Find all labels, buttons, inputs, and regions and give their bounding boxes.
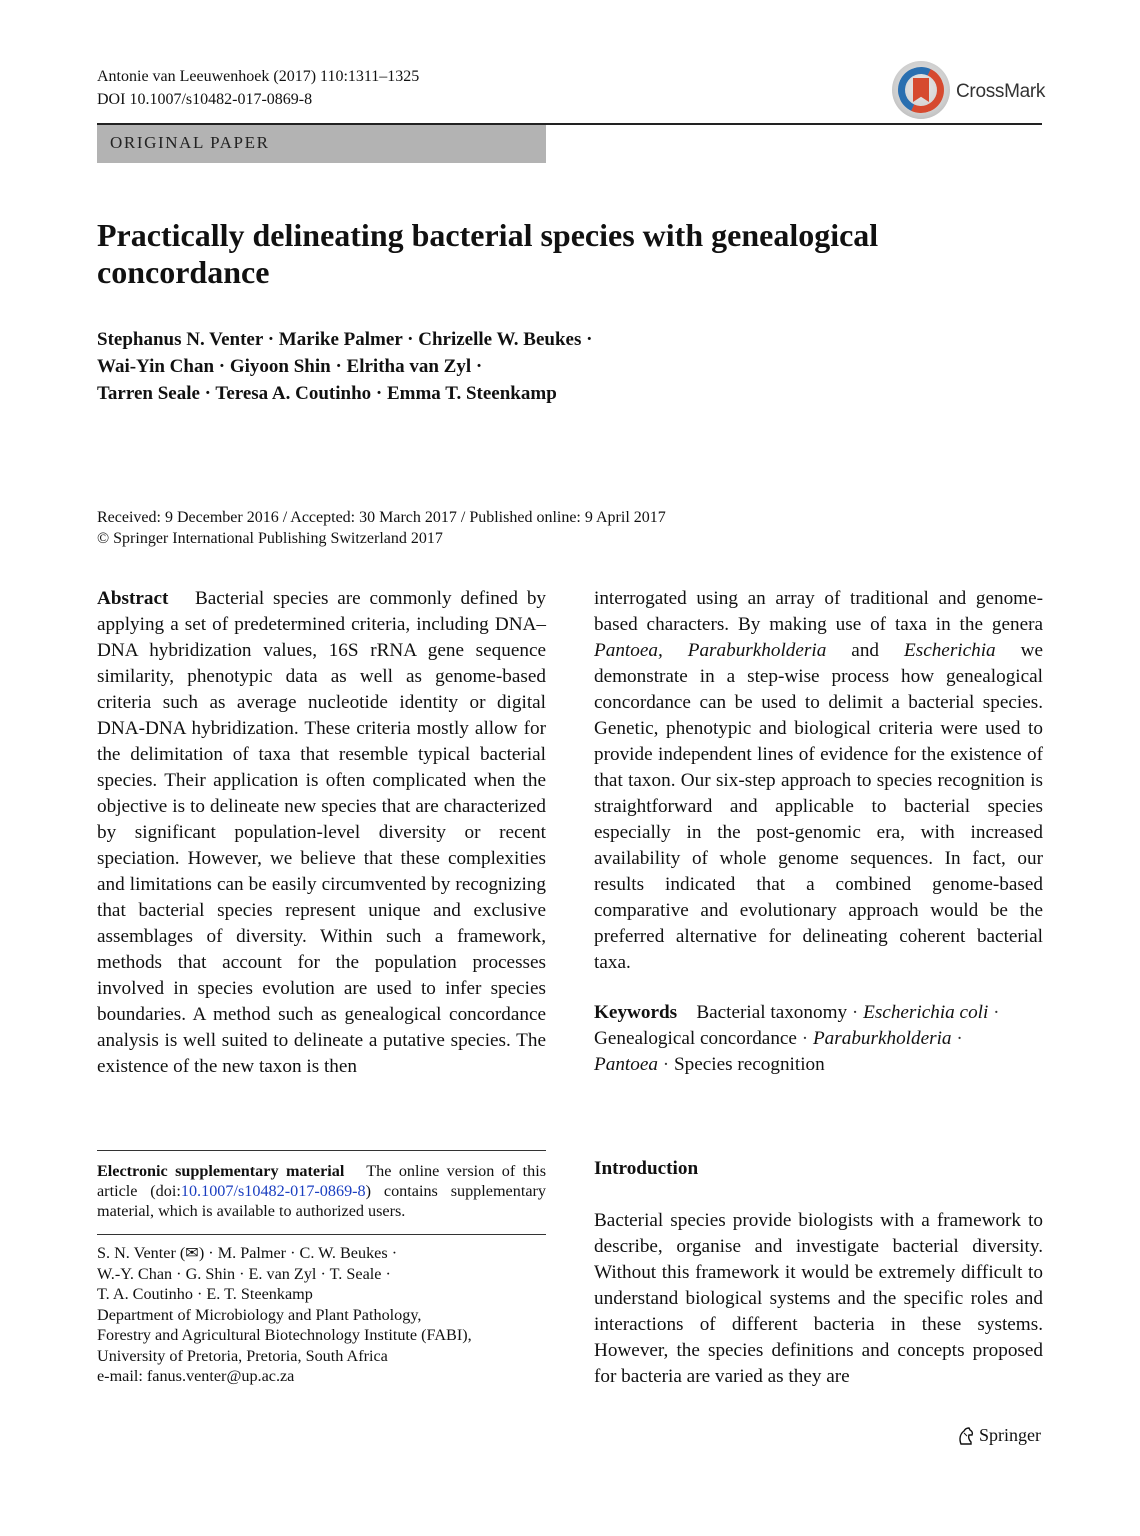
doi: DOI 10.1007/s10482-017-0869-8 — [97, 91, 313, 108]
keyword: Genealogical concordance — [594, 1028, 797, 1049]
crossmark-label: CrossMark — [956, 81, 1046, 102]
contact-email[interactable]: e-mail: fanus.venter@up.ac.za — [97, 1367, 295, 1385]
abstract-text: Bacterial species are commonly defined by applying a set of predetermined criteria, including DNA–DNA hybridization values, 16S rRNA gene sequence similarity, phenotypic data as well as genome-based criteria such as average nucleotide identity or digital DNA-DNA hybridization. These criteria mostly allow for the delimitation of taxa that resemble typical bacterial species. Their application is often complicated when the objective is to delineate new species that are characterized by significant population-level diversity or recent speciation. However, we believe that these complexities and limitations can be easily circumvented by recognizing that bacterial species represent unique and exclusive assemblages of diversity. Within such a framework, methods that account for the population processes involved in species evolution are used to infer species boundaries. A method such as genealogical concordance analysis is well suited to delineate a putative species. The existence of the new taxon is then — [97, 588, 547, 1077]
paper-title: Practically delineating bacterial species with genealogical concordance — [97, 217, 879, 290]
keywords-label: Keywords — [594, 1002, 678, 1023]
author-line: Tarren Seale · Teresa A. Coutinho · Emma T. Steenkamp — [97, 383, 557, 404]
keywords: Keywords Bacterial taxonomy · Escherichia coli · Genealogical concordance · Paraburkholderia · Pantoea · Species recognition — [594, 1002, 1000, 1075]
journal-citation: Antonie van Leeuwenhoek (2017) 110:1311–1325 — [97, 68, 420, 85]
introduction-body — [594, 1208, 1043, 1390]
footnote-rule — [97, 1150, 546, 1151]
abstract-column-1 — [97, 586, 546, 1080]
keyword: Pantoea — [594, 1054, 658, 1075]
section-label: ORIGINAL PAPER — [110, 133, 270, 152]
affiliation-university: University of Pretoria, Pretoria, South Africa — [97, 1346, 388, 1365]
keyword: Paraburkholderia — [812, 1028, 952, 1049]
supplementary-doi-link[interactable]: 10.1007/s10482-017-0869-8 — [180, 1182, 366, 1200]
springer-logo — [955, 1423, 1045, 1451]
affiliation-authors: S. N. Venter (✉) · M. Palmer · C. W. Beukes · — [97, 1244, 398, 1262]
copyright-notice: © Springer International Publishing Switzerland 2017 — [97, 530, 443, 547]
author-line: Wai-Yin Chan · Giyoon Shin · Elritha van Zyl · — [97, 356, 483, 377]
author-line: Stephanus N. Venter · Marike Palmer · Chrizelle W. Beukes · — [97, 329, 593, 350]
footnote-rule — [97, 1234, 546, 1235]
abstract-continuation: interrogated using an array of traditional and genome-based characters. By making use of taxa in the genera Pantoea, Paraburkholderia and Escherichia we demonstrate in a step-wise process how genealogical concordance can be used to delimit a bacterial species. Genetic, phenotypic and biological criteria were used to provide independent lines of evidence for the existence of that taxon. Our six-step approach to species recognition is straightforward and applicable to bacterial species especially in the post-genomic era, with increased availability of whole genome sequences. In fact, our results indicated that a combined genome-based comparative and evolutionary approach would be the preferred alternative for delineating coherent bacterial taxa. — [594, 588, 1044, 973]
abstract-column-2 — [594, 586, 1043, 976]
keyword: Bacterial taxonomy — [696, 1002, 848, 1023]
author-list — [97, 326, 797, 407]
affiliation — [97, 1243, 546, 1387]
affiliation-institute: Forestry and Agricultural Biotechnology Institute (FABI), — [97, 1326, 472, 1344]
affiliation-authors: T. A. Coutinho · E. T. Steenkamp — [97, 1285, 313, 1303]
springer-horse-icon — [955, 1425, 977, 1447]
genus-name: Paraburkholderia — [687, 640, 827, 661]
abstract-label: Abstract — [97, 588, 169, 609]
keyword: Escherichia coli — [863, 1002, 989, 1023]
genus-name: Escherichia — [904, 640, 996, 661]
publication-dates: Received: 9 December 2016 / Accepted: 30 March 2017 / Published online: 9 April 2017 — [97, 509, 666, 526]
introduction-heading: Introduction — [594, 1158, 699, 1179]
crossmark-logo[interactable] — [892, 61, 1046, 121]
springer-label: Springer — [979, 1425, 1041, 1445]
affiliation-authors: W.-Y. Chan · G. Shin · E. van Zyl · T. Seale · — [97, 1264, 391, 1283]
keyword: Species recognition — [673, 1054, 825, 1075]
genus-name: Pantoea, — [594, 640, 663, 661]
supplementary-note: Electronic supplementary material The online version of this article (doi:10.1007/s10482-017-0869-8) contains supplementary material, which is available to authorized users. — [97, 1162, 546, 1220]
supplementary-label: Electronic supplementary material — [97, 1162, 345, 1180]
introduction-paragraph: Bacterial species provide biologists with a framework to describe, organise and investigate bacterial diversity. Without this framework it would be extremely difficult to understand biological systems and the specific roles and interactions of different bacteria in these systems. However, the species definitions and concepts proposed for bacteria are varied as they are — [594, 1210, 1043, 1387]
affiliation-department: Department of Microbiology and Plant Pathology, — [97, 1305, 422, 1324]
abstract-paragraph — [97, 586, 546, 1080]
